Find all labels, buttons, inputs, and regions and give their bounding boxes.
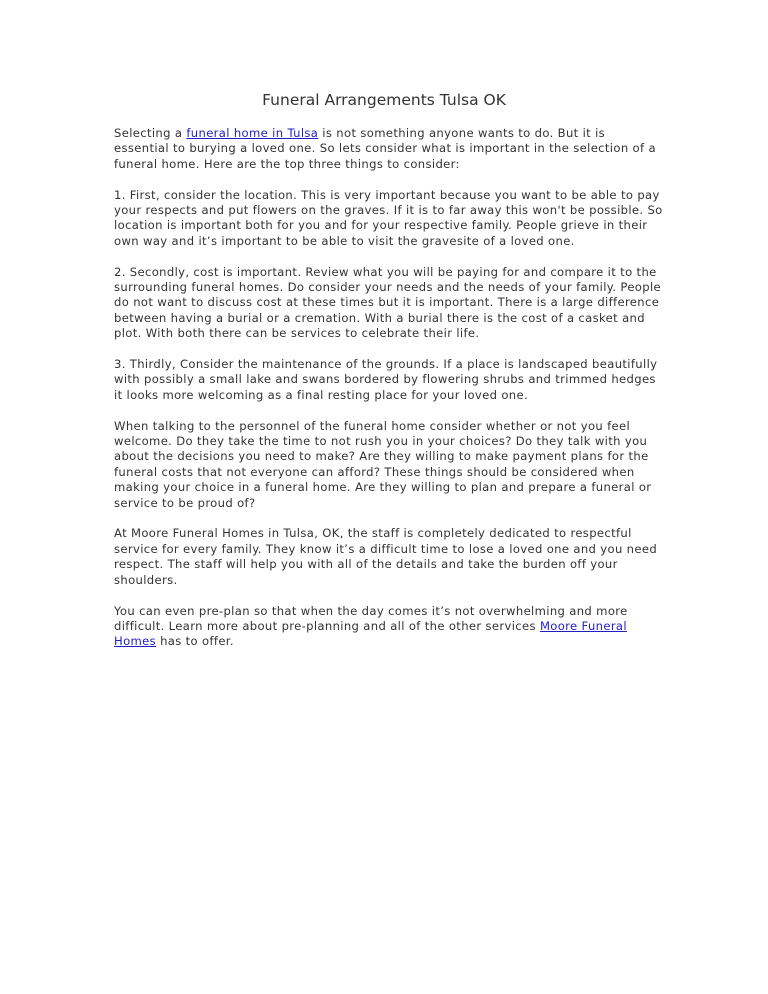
preplan-text-end: has to offer. [156,634,234,649]
intro-paragraph [114,126,664,172]
document-title: Funeral Arrangements Tulsa OK [262,91,506,109]
point-one-paragraph: 1. First, consider the location. This is very important because you want to be able to pay your respects and put flowers on the graves. If it is to far away this won't be possible. So location is important both for you and for your respective family. People grieve in their own way and it’s important to be able to visit the gravesite of a loved one. [114,187,663,248]
intro-text-end: is not something anyone wants to do. But it is essential to burying a loved one. So lets consider what is important in the selection of a funeral home. Here are the top three things to consider: [114,126,656,171]
point-two-paragraph: 2. Secondly, cost is important. Review what you will be paying for and compare it to the surrounding funeral homes. Do consider your needs and the needs of your family. People do not want to discuss cost at these times but it is important. There is a large difference between having a burial or a cremation. With a burial there is the cost of a casket and plot. With both there can be services to celebrate their life. [114,264,662,341]
moore-funeral-homes-link[interactable]: Moore Funeral Homes [114,618,627,649]
preplan-paragraph [114,604,664,650]
intro-text-start: Selecting a [114,126,187,140]
moore-paragraph: At Moore Funeral Homes in Tulsa, OK, the staff is completely dedicated to respectful service for every family. They know it’s a difficult time to lose a loved one and you need respect. The staff will help you with all of the details and take the burden off your shoulders. [114,526,658,587]
funeral-home-tulsa-link[interactable]: funeral home in Tulsa [186,126,319,140]
personnel-paragraph: When talking to the personnel of the funeral home consider whether or not you feel welcome. Do they take the time to not rush you in your choices? Do they talk with you about the decisions you need to make? Are they willing to make payment plans for the funeral costs that not everyone can afford? These things should be considered when making your choice in a funeral home. Are they willing to plan and prepare a funeral or service to be proud of? [114,418,652,510]
document-body [114,126,664,665]
preplan-text-start: You can even pre-plan so that when the day comes it’s not overwhelming and more difficult. Learn more about pre-planning and all of the other services [114,603,628,633]
point-three-paragraph: 3. Thirdly, Consider the maintenance of the grounds. If a place is landscaped beautifully with possibly a small lake and swans bordered by flowering shrubs and trimmed hedges it looks more welcoming as a final resting place for your loved one. [114,357,658,402]
